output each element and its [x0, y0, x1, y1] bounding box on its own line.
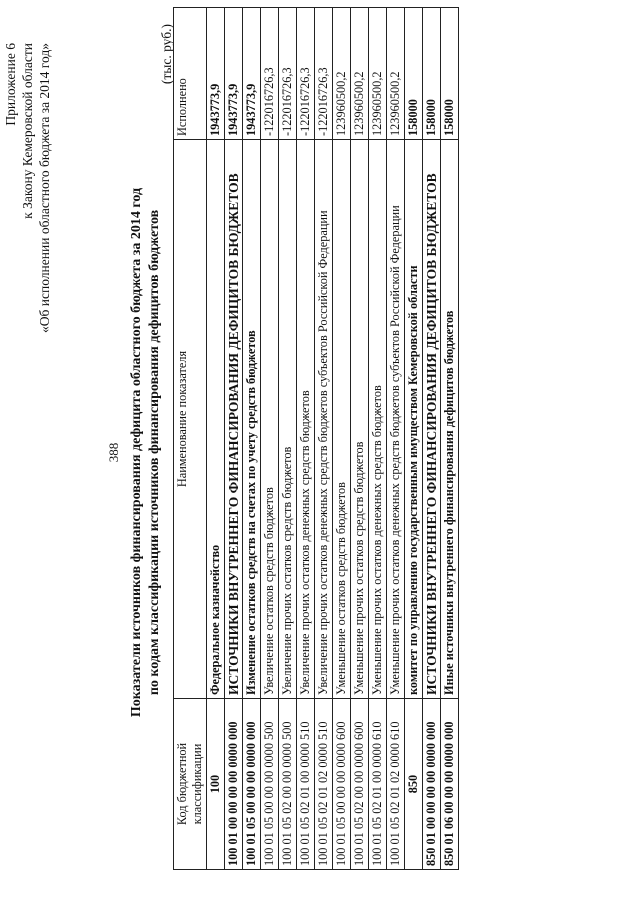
- table-row: [441, 8, 459, 870]
- title-line-1: Показатели источников финансирования дефицита областного бюджета за 2014 год: [129, 187, 144, 718]
- cell-value: -122016726,3: [261, 8, 279, 140]
- cell-name: Увеличение прочих остатков средств бюджетов: [279, 140, 297, 699]
- page-number: 388: [106, 442, 121, 463]
- cell-name: Федеральное казначейство: [207, 140, 225, 699]
- cell-value: -122016726,3: [315, 8, 333, 140]
- cell-value: -122016726,3: [279, 8, 297, 140]
- sources-table: [173, 7, 459, 870]
- cell-value: 1943773,9: [225, 8, 243, 140]
- header-code: Код бюджетной классификации: [174, 699, 207, 870]
- table-row: [333, 8, 351, 870]
- table-row: [369, 8, 387, 870]
- cell-code: 100 01 05 02 01 02 0000 610: [387, 699, 405, 870]
- header-name: Наименование показателя: [174, 140, 207, 699]
- table-row: [225, 8, 243, 870]
- cell-name: комитет по управлению государственным имуществом Кемеровской области: [405, 140, 423, 699]
- table-row: [423, 8, 441, 870]
- cell-value: 1943773,9: [243, 8, 261, 140]
- cell-name: Иные источники внутреннего финансирования дефицитов бюджетов: [441, 140, 459, 699]
- cell-value: 123960500,2: [333, 8, 351, 140]
- cell-code: 100 01 05 02 01 02 0000 510: [315, 699, 333, 870]
- cell-value: 158000: [441, 8, 459, 140]
- table-row: [351, 8, 369, 870]
- cell-name: ИСТОЧНИКИ ВНУТРЕННЕГО ФИНАНСИРОВАНИЯ ДЕФИЦИТОВ БЮДЖЕТОВ: [423, 140, 441, 699]
- appendix-line-2: к Закону Кемеровской области: [20, 43, 35, 219]
- cell-code: 100 01 05 00 00 00 0000 600: [333, 699, 351, 870]
- cell-name: Увеличение прочих остатков денежных средств бюджетов субъектов Российской Федерации: [315, 140, 333, 699]
- cell-code: 100 01 05 00 00 00 0000 500: [261, 699, 279, 870]
- table-row: [261, 8, 279, 870]
- cell-value: 1943773,9: [207, 8, 225, 140]
- header-value: Исполнено: [174, 8, 207, 140]
- cell-code: 850 01 06 00 00 00 0000 000: [441, 699, 459, 870]
- table-row: [279, 8, 297, 870]
- cell-code: 100: [207, 699, 225, 870]
- cell-code: 100 01 00 00 00 00 0000 000: [225, 699, 243, 870]
- cell-name: Изменение остатков средств на счетах по учету средств бюджетов: [243, 140, 261, 699]
- cell-value: 123960500,2: [351, 8, 369, 140]
- table-row: [315, 8, 333, 870]
- cell-code: 100 01 05 02 00 00 0000 500: [279, 699, 297, 870]
- appendix-header: [2, 43, 53, 333]
- cell-code: 100 01 05 00 00 00 0000 000: [243, 699, 261, 870]
- cell-value: 123960500,2: [369, 8, 387, 140]
- table-row: [387, 8, 405, 870]
- cell-name: Уменьшение прочих остатков денежных средств бюджетов субъектов Российской Федерации: [387, 140, 405, 699]
- table-row: [243, 8, 261, 870]
- cell-code: 100 01 05 02 00 00 0000 600: [351, 699, 369, 870]
- cell-name: Уменьшение остатков средств бюджетов: [333, 140, 351, 699]
- table-row: [207, 8, 225, 870]
- appendix-line-3: «Об исполнении областного бюджета за 2014 год»: [37, 43, 52, 333]
- cell-code: 850 01 00 00 00 00 0000 000: [423, 699, 441, 870]
- document-title: [128, 0, 163, 905]
- unit-label: (тыс. руб.): [159, 24, 174, 85]
- cell-name: Увеличение остатков средств бюджетов: [261, 140, 279, 699]
- table-row: [297, 8, 315, 870]
- cell-value: 158000: [423, 8, 441, 140]
- cell-value: 158000: [405, 8, 423, 140]
- cell-name: Уменьшение прочих остатков средств бюджетов: [351, 140, 369, 699]
- cell-name: ИСТОЧНИКИ ВНУТРЕННЕГО ФИНАНСИРОВАНИЯ ДЕФИЦИТОВ БЮДЖЕТОВ: [225, 140, 243, 699]
- cell-value: 123960500,2: [387, 8, 405, 140]
- title-line-2: по кодам классификации источников финансирования дефицитов бюджетов: [146, 209, 162, 696]
- cell-code: 850: [405, 699, 423, 870]
- cell-value: -122016726,3: [297, 8, 315, 140]
- cell-code: 100 01 05 02 01 00 0000 610: [369, 699, 387, 870]
- appendix-line-1: Приложение 6: [3, 43, 18, 126]
- cell-name: Уменьшение прочих остатков денежных средств бюджетов: [369, 140, 387, 699]
- table-header-row: [174, 8, 207, 870]
- cell-name: Увеличение прочих остатков денежных средств бюджетов: [297, 140, 315, 699]
- cell-code: 100 01 05 02 01 00 0000 510: [297, 699, 315, 870]
- table-row: [405, 8, 423, 870]
